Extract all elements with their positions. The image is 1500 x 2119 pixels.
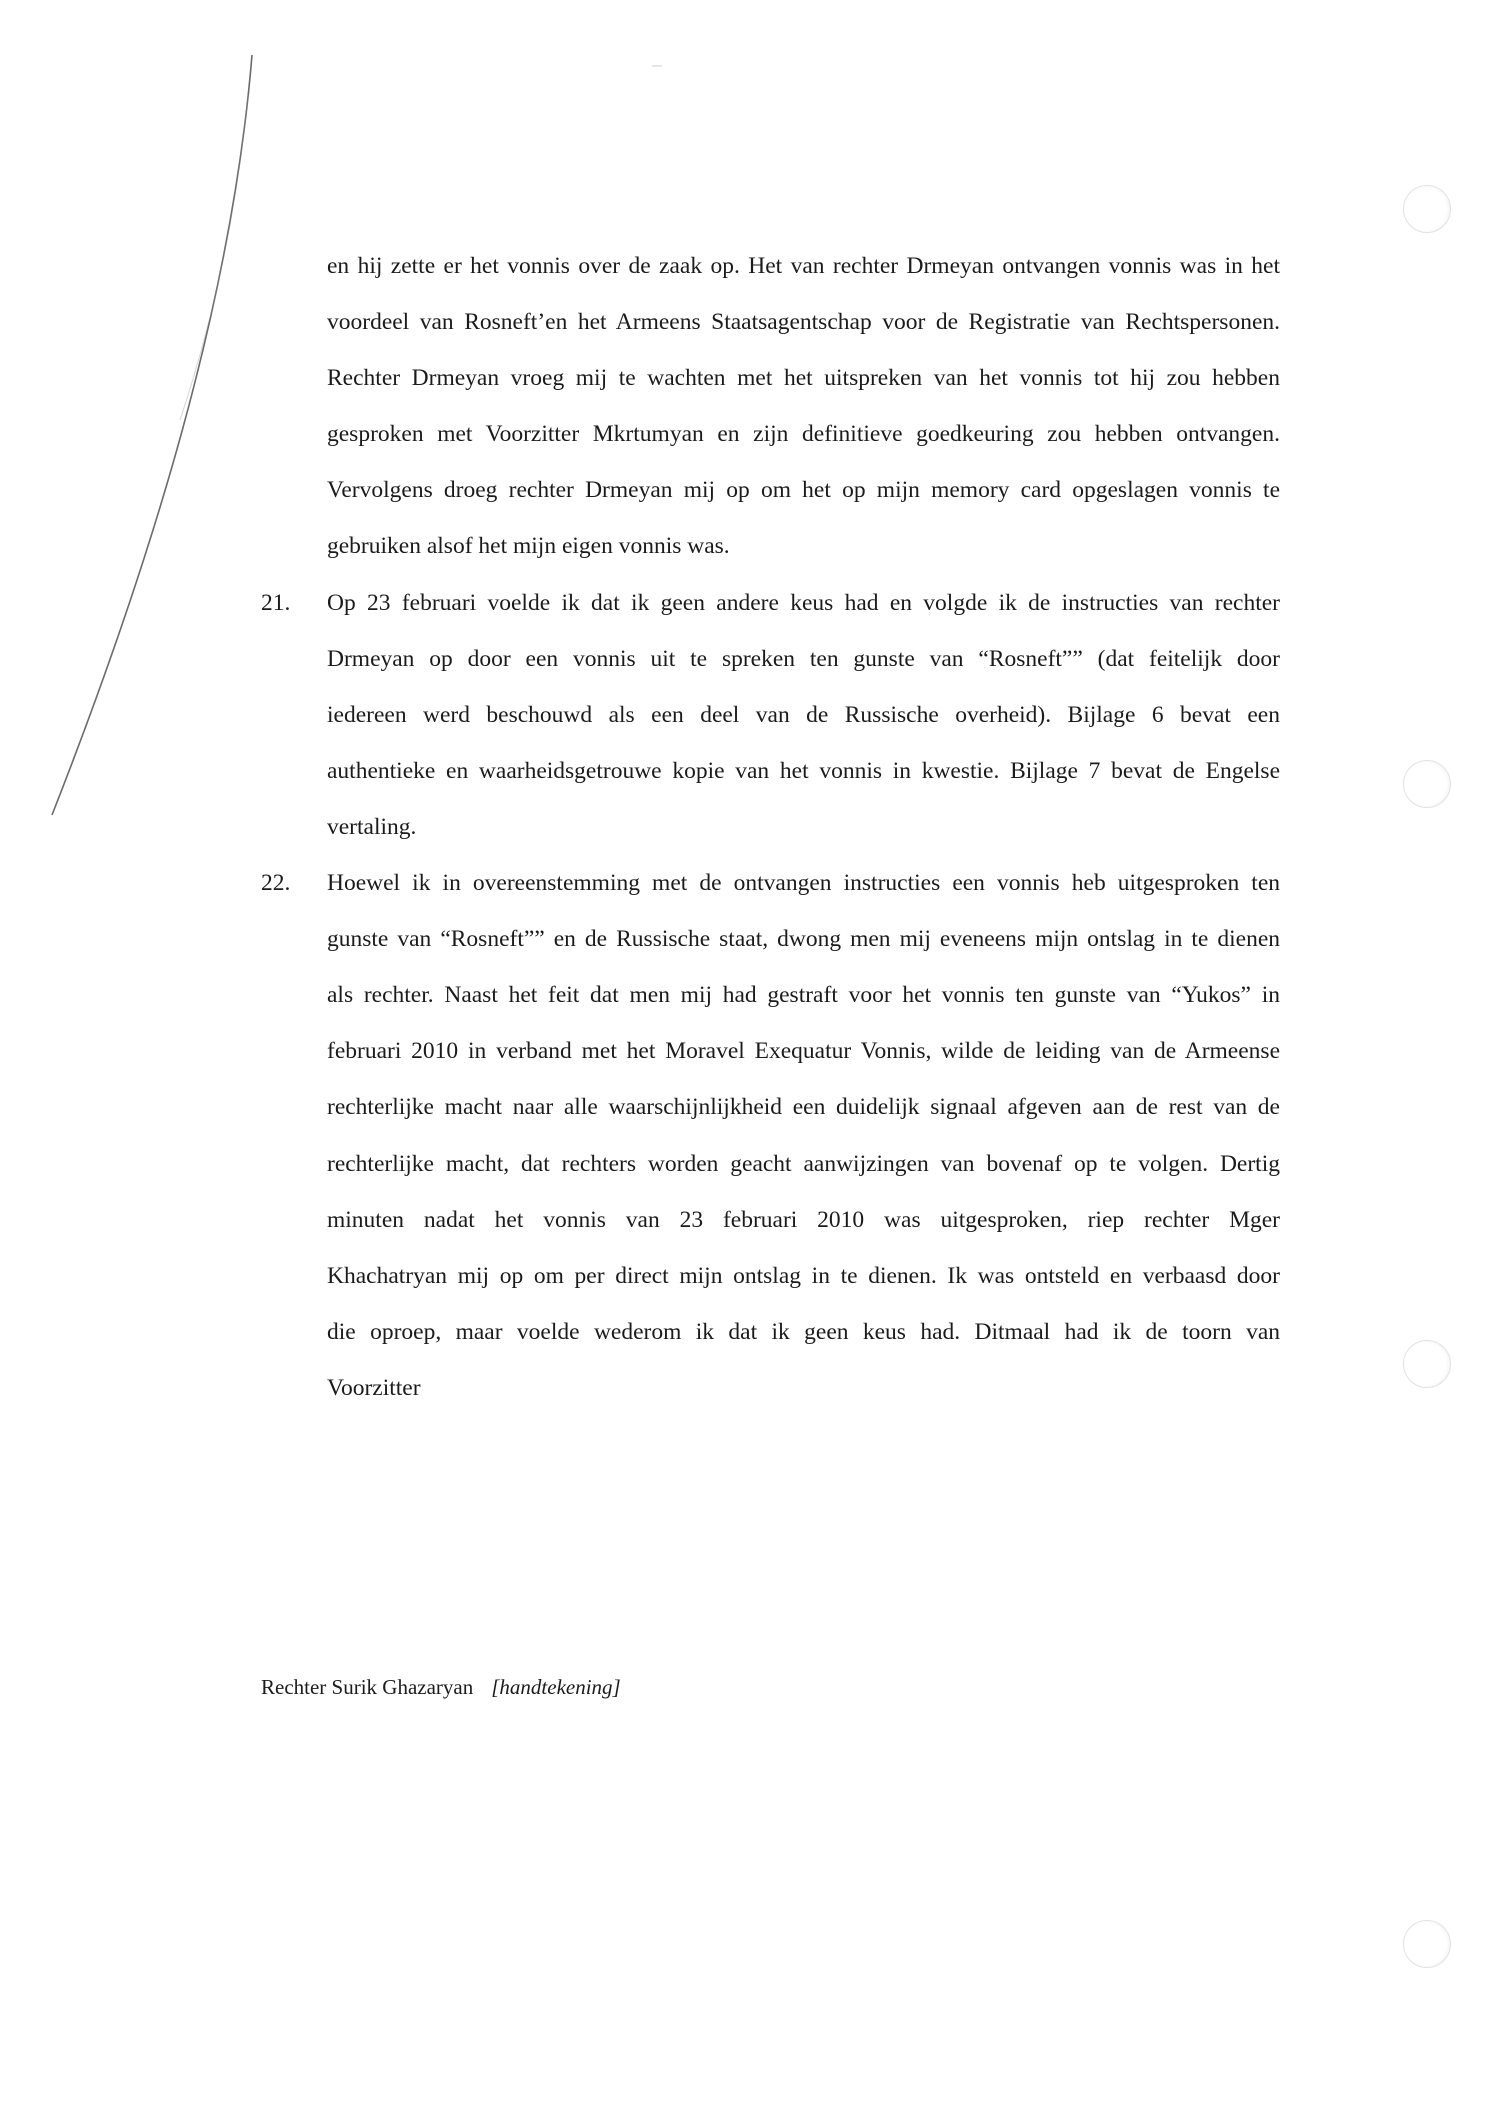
text-line: minuten nadat het vonnis van 23 februari 2010 was uitgesproken, riep rechter Mger xyxy=(327,1206,1280,1233)
paragraph-number: 22. xyxy=(261,870,291,897)
punch-hole-2 xyxy=(1403,760,1451,808)
text-line: februari 2010 in verband met het Moravel Exequatur Vonnis, wilde de leiding van de Armeense xyxy=(327,1038,1280,1065)
text-line: Op 23 februari voelde ik dat ik geen andere keus had en volgde ik de instructies van rechter xyxy=(327,589,1280,616)
text-line: Drmeyan op door een vonnis uit te spreken ten gunste van “Rosneft”” (dat feitelijk door xyxy=(327,645,1280,672)
text-line: die oproep, maar voelde wederom ik dat ik geen keus had. Ditmaal had ik de toorn van xyxy=(327,1318,1280,1345)
text-line: vertaling. xyxy=(327,813,417,840)
text-line: Hoewel ik in overeenstemming met de ontvangen instructies een vonnis heb uitgesproken ten xyxy=(327,870,1280,897)
text-line: Rechter Drmeyan vroeg mij te wachten met het uitspreken van het vonnis tot hij zou hebben xyxy=(327,365,1280,392)
text-line: gunste van “Rosneft”” en de Russische staat, dwong men mij eveneens mijn ontslag in te dienen xyxy=(327,926,1280,953)
text-line: rechterlijke macht, dat rechters worden geacht aanwijzingen van bovenaf op te volgen. Dertig xyxy=(327,1150,1280,1177)
punch-hole-1 xyxy=(1403,185,1451,233)
text-line: authentieke en waarheidsgetrouwe kopie van het vonnis in kwestie. Bijlage 7 bevat de Engelse xyxy=(327,757,1280,784)
text-line: Khachatryan mij op om per direct mijn ontslag in te dienen. Ik was ontsteld en verbaasd door xyxy=(327,1262,1280,1289)
text-line: voordeel van Rosneft’en het Armeens Staatsagentschap voor de Registratie van Rechtspersonen. xyxy=(327,309,1280,336)
punch-hole-3 xyxy=(1403,1340,1451,1388)
text-line: en hij zette er het vonnis over de zaak op. Het van rechter Drmeyan ontvangen vonnis was in het xyxy=(327,253,1280,279)
text-line: Vervolgens droeg rechter Drmeyan mij op om het op mijn memory card opgeslagen vonnis te xyxy=(327,477,1280,504)
paragraph-22 xyxy=(261,855,1280,1416)
paragraph-number: 21. xyxy=(261,589,291,616)
text-line: iedereen werd beschouwd als een deel van de Russische overheid). Bijlage 6 bevat een xyxy=(327,701,1280,728)
signature-footer xyxy=(261,1672,621,1702)
paragraph-21 xyxy=(261,575,1280,855)
text-line: gesproken met Voorzitter Mkrtumyan en zijn definitieve goedkeuring zou hebben ontvangen. xyxy=(327,421,1280,448)
body-text xyxy=(261,238,1280,1416)
signature-note: [handtekening] xyxy=(491,1675,621,1699)
text-line: gebruiken alsof het mijn eigen vonnis was. xyxy=(327,533,730,560)
text-line: als rechter. Naast het feit dat men mij had gestraft voor het vonnis ten gunste van “Yukos” in xyxy=(327,982,1280,1009)
text-line: rechterlijke macht naar alle waarschijnlijkheid een duidelijk signaal afgeven aan de rest van de xyxy=(327,1094,1280,1121)
punch-hole-4 xyxy=(1403,1920,1451,1968)
signatory-name: Rechter Surik Ghazaryan xyxy=(261,1675,474,1699)
paragraph-20-continuation xyxy=(327,238,1280,575)
text-line: Voorzitter xyxy=(327,1374,421,1401)
